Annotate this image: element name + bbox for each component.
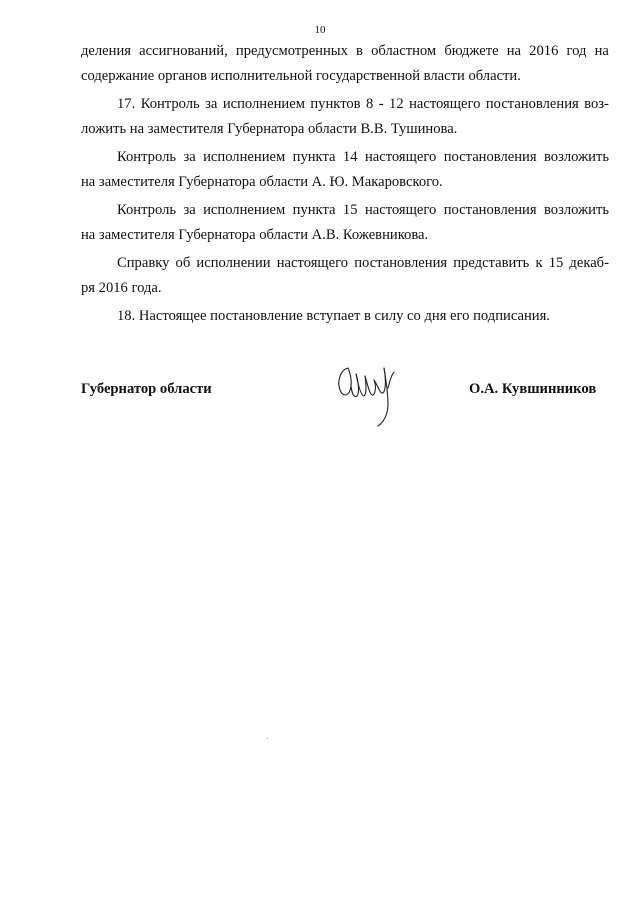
word: 12 — [389, 96, 404, 112]
word: настоящего — [276, 255, 349, 271]
word: пунктов — [310, 96, 361, 112]
page-number: 10 — [314, 24, 326, 36]
word: в — [356, 43, 363, 59]
word: возложить — [544, 202, 609, 218]
word: исполнением — [222, 96, 305, 112]
paragraph-line-1 — [81, 44, 609, 59]
word: возложить — [544, 149, 609, 165]
paragraph-line-5 — [117, 150, 609, 165]
handwritten-signature — [334, 360, 402, 430]
word: Контроль — [140, 96, 200, 112]
word: настоящего — [364, 149, 437, 165]
word: Контроль — [117, 202, 177, 218]
word: исполнением — [203, 149, 286, 165]
word: 8 — [366, 96, 374, 112]
paragraph-line-10: ря 2016 года. — [81, 280, 162, 296]
word: настоящего — [409, 96, 481, 112]
word: бюджете — [444, 43, 499, 59]
word: деления — [81, 43, 131, 59]
paragraph-line-4: ложить на заместителя Губернатора области В.В. Тушинова. — [81, 121, 458, 137]
word: 15 — [342, 202, 358, 218]
word: исполнением — [203, 202, 286, 218]
word: на — [594, 43, 609, 59]
word: за — [205, 96, 218, 112]
word: постановления — [443, 202, 537, 218]
signatory-position: Губернатор области — [81, 381, 212, 397]
word: исполнении — [196, 255, 271, 271]
paragraph-line-8: на заместителя Губернатора области А.В. Кожевникова. — [81, 227, 429, 243]
paragraph-line-11: 18. Настоящее постановление вступает в силу со дня его подписания. — [117, 308, 550, 324]
word: 14 — [342, 149, 358, 165]
word: постановления — [485, 96, 579, 112]
word: на — [506, 43, 522, 59]
word: год — [566, 43, 587, 59]
paragraph-line-9 — [117, 256, 609, 271]
paragraph-line-6: на заместителя Губернатора области А. Ю. Макаровского. — [81, 174, 443, 190]
word: об — [175, 255, 191, 271]
word: 15 — [548, 255, 564, 271]
word: Контроль — [117, 149, 177, 165]
word: предусмотренных — [235, 43, 348, 59]
signatory-name: О.А. Кувшинников — [469, 381, 597, 397]
word: Справку — [117, 255, 170, 271]
word: воз- — [584, 96, 609, 112]
word: за — [183, 202, 196, 218]
word: постановления — [443, 149, 537, 165]
word: - — [378, 96, 384, 112]
word: к — [535, 255, 543, 271]
paragraph-line-2: содержание органов исполнительной государственной власти области. — [81, 68, 521, 84]
word: представить — [453, 255, 530, 271]
word: 17. — [117, 96, 136, 112]
word: ассигнований, — [139, 43, 228, 59]
paragraph-line-3 — [117, 97, 609, 112]
word: за — [183, 149, 196, 165]
word: пункта — [292, 202, 336, 218]
scan-speck — [267, 738, 268, 739]
word: пункта — [292, 149, 336, 165]
word: настоящего — [364, 202, 437, 218]
paragraph-line-7 — [117, 203, 609, 218]
word: областном — [371, 43, 437, 59]
word: постановления — [354, 255, 448, 271]
word: декаб- — [569, 255, 609, 271]
word: 2016 — [529, 43, 559, 59]
